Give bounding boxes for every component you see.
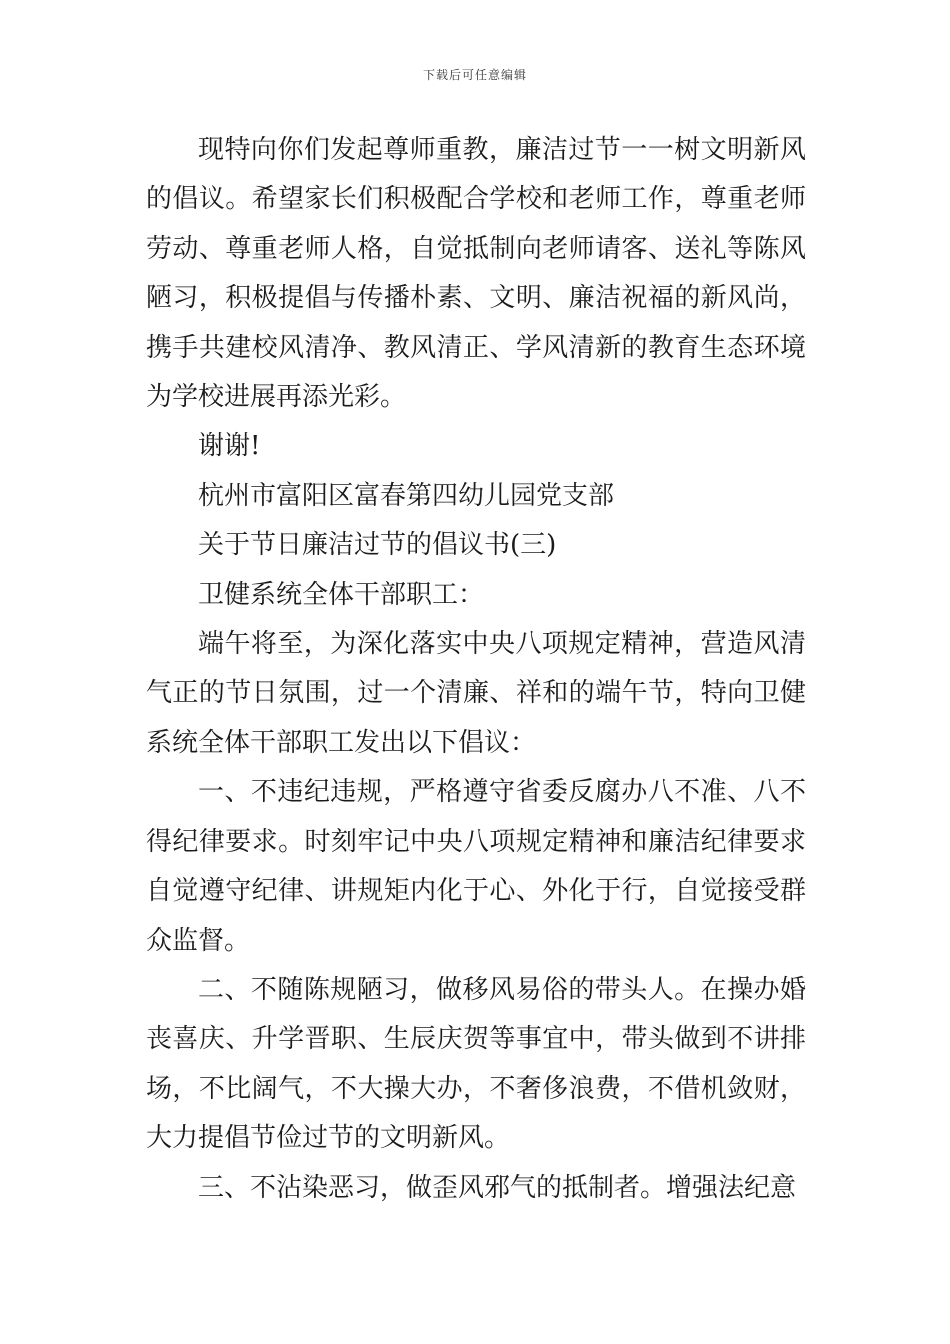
document-body xyxy=(146,126,806,1213)
paragraph-thanks: 谢谢! xyxy=(198,431,261,462)
paragraph-signature: 杭州市富阳区富春第四幼儿园党支部 xyxy=(198,480,615,511)
section-title: 关于节日廉洁过节的倡议书(三) xyxy=(198,530,557,561)
paragraph-point-3: 三、不沾染恶习，做歪风邪气的抵制者。增强法纪意 xyxy=(198,1172,797,1203)
header-note: 下载后可任意编辑 xyxy=(422,68,527,82)
salutation: 卫健系统全体干部职工： xyxy=(198,579,485,610)
paragraph-intro: 端午将至，为深化落实中央八项规定精神，营造风清气正的节日氛围，过一个清廉、祥和的端午节，特向卫健系统全体干部职工发出以下倡议： xyxy=(146,629,806,758)
paragraph-initiative: 现特向你们发起尊师重教，廉洁过节一一树文明新风的倡议。希望家长们积极配合学校和老师工作，尊重老师劳动、尊重老师人格，自觉抵制向老师请客、送礼等陈风陋习，积极提倡与传播朴素、文明、廉洁祝福的新风尚，携手共建校风清净、教风清正、学风清新的教育生态环境为学校进展再添光彩。 xyxy=(146,135,806,413)
paragraph-point-1: 一、不违纪违规，严格遵守省委反腐办八不准、八不得纪律要求。时刻牢记中央八项规定精神和廉洁纪律要求自觉遵守纪律、讲规矩内化于心、外化于行，自觉接受群众监督。 xyxy=(146,777,806,956)
paragraph-point-2: 二、不随陈规陋习，做移风易俗的带头人。在操办婚丧喜庆、升学晋职、生辰庆贺等事宜中，带头做到不讲排场，不比阔气，不大操大办，不奢侈浪费，不借机敛财，大力提倡节俭过节的文明新风。 xyxy=(146,974,806,1154)
